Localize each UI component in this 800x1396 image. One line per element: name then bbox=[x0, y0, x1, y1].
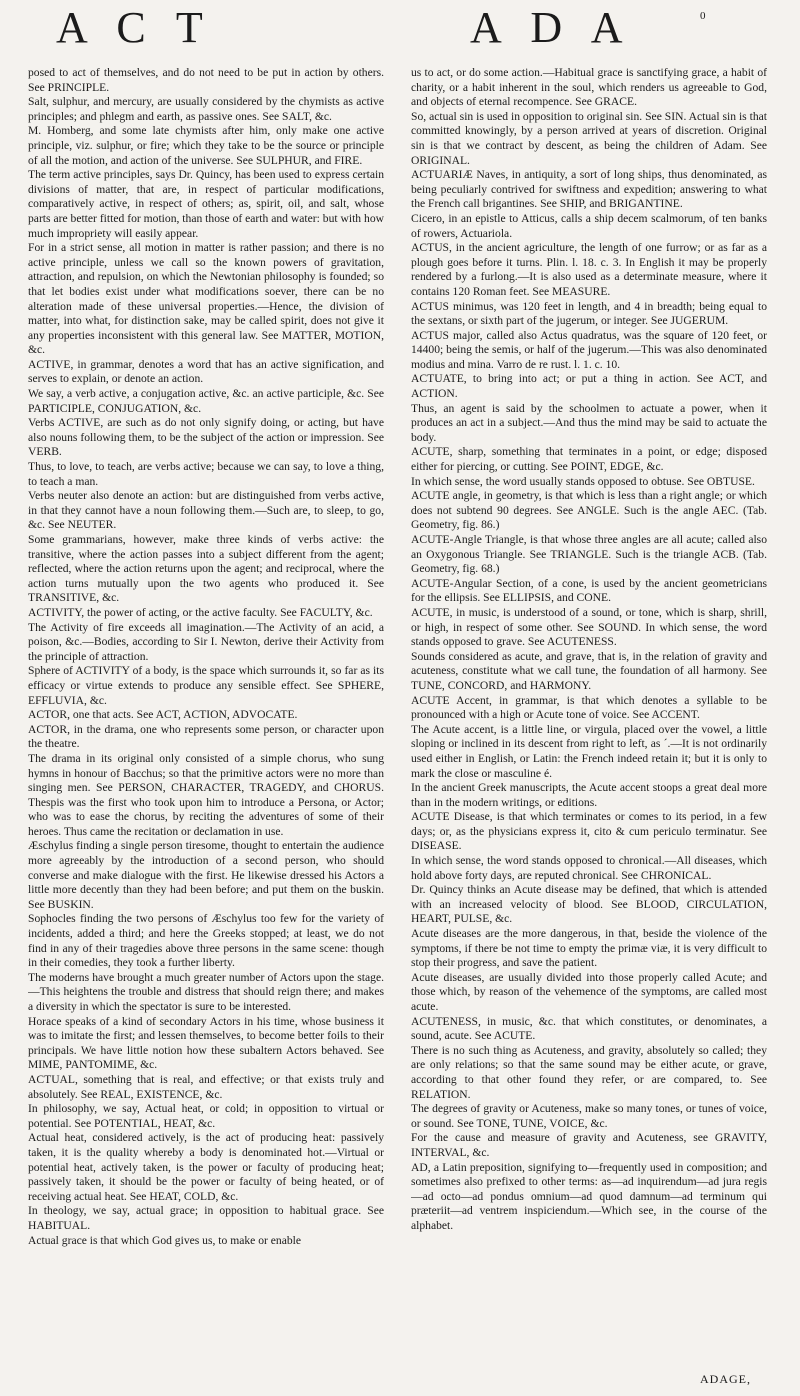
running-head-left: A C T bbox=[56, 3, 213, 52]
running-head-right: A D A bbox=[470, 3, 633, 52]
entry-paragraph: Acute diseases are the more dangerous, in that, beside the violence of the symptoms, if there be not time to empty the primæ viæ, it is very difficult to stop their progress, and save the patient. bbox=[411, 927, 767, 970]
entry-paragraph: ACTUS, in the ancient agriculture, the length of one furrow; or as far as a plough goes before it turns. Plin. l. 18. c. 3. In English it may be properly rendered by a furlong.—It is also used as a determinate measure, where it contains 120 Roman feet. See MEASURE. bbox=[411, 241, 767, 298]
entry-paragraph: The term active principles, says Dr. Quincy, has been used to express certain divisions of matter, that are, in respect of particular modifications, comparatively active, in respect of others; as, spirit, oil, and salt, whose parts are better fitted for motion, than those of earth and water: but with how much impropriety will easily appear. bbox=[28, 168, 384, 240]
entry-paragraph: Cicero, in an epistle to Atticus, calls a ship decem scalmorum, of ten banks of rowers, Actuariola. bbox=[411, 211, 767, 240]
entry-paragraph: Sphere of ACTIVITY of a body, is the space which surrounds it, so far as its efficacy or virtue extends to produce any sensible effect. See SPHERE, EFFLUVIA, &c. bbox=[28, 664, 384, 707]
entry-paragraph: In which sense, the word stands opposed to chronical.—All diseases, which hold above forty days, are reputed chronical. See CHRONICAL. bbox=[411, 854, 767, 882]
entry-paragraph: Verbs neuter also denote an action: but are distinguished from verbs active, in that they cannot have a noun following them.—Such are, to sleep, to go, &c. See NEUTER. bbox=[28, 489, 384, 532]
entry-paragraph: The Activity of fire exceeds all imagination.—The Activity of an acid, a poison, &c.—Bodies, according to Sir I. Newton, derive their Activity from the principle of attraction. bbox=[28, 620, 384, 663]
entry-paragraph: ACUTE Disease, is that which terminates or comes to its period, in a few days; or, as the physicians express it, cito & cum periculo terminatur. See DISEASE. bbox=[411, 810, 767, 853]
entry-paragraph: Actual grace is that which God gives us, to make or enable bbox=[28, 1233, 302, 1247]
left-column bbox=[28, 66, 384, 1386]
entry-paragraph: The degrees of gravity or Acuteness, make so many tones, or tunes of voice, or sound. See TONE, TUNE, VOICE, &c. bbox=[411, 1102, 767, 1130]
entry-paragraph: Dr. Quincy thinks an Acute disease may be defined, that which is attended with an increased velocity of blood. See BLOOD, CIRCULATION, HEART, PULSE, &c. bbox=[411, 883, 767, 926]
entry-paragraph: In philosophy, we say, Actual heat, or cold; in opposition to virtual or potential. See POTENTIAL, HEAT, &c. bbox=[28, 1102, 384, 1130]
entry-paragraph: ACTOR, one that acts. See ACT, ACTION, ADVOCATE. bbox=[28, 708, 298, 722]
entry-paragraph: Actual heat, considered actively, is the act of producing heat: passively taken, it is the quality whereby a body is denominated hot.—Virtual or potential heat, actively taken, is the power or faculty of producing heat; passively taken, it should be the power or faculty of being heated, or of receiving actual heat. See HEAT, COLD, &c. bbox=[28, 1131, 384, 1203]
entry-paragraph: ACUTE-Angular Section, of a cone, is used by the ancient geometricians for the ellipsis. See ELLIPSIS, and CONE. bbox=[411, 576, 767, 605]
entry-paragraph: The moderns have brought a much greater number of Actors upon the stage.—This heightens the trouble and distress that should reign there; and makes a diversity in which the spectator is sure to be interested. bbox=[28, 970, 384, 1013]
entry-paragraph: So, actual sin is used in opposition to original sin. See SIN. Actual sin is that committed knowingly, by a person arrived at years of discretion. Original sin is that we contract by descent, as being the children of Adam. See ORIGINAL. bbox=[411, 109, 767, 167]
right-column bbox=[411, 66, 767, 1386]
entry-paragraph: Acute diseases, are usually divided into those properly called Acute; and those which, by reason of the vehemence of the symptoms, are called most acute. bbox=[411, 970, 767, 1013]
entry-paragraph: For in a strict sense, all motion in matter is rather passion; and there is no active principle, unless we call so the known powers of gravitation, attraction, and repulsion, on which the Newtonian philosophy is founded; so that let bodies exist under what modifications soever, there can be no alteration made of these universal properties.—Hence, the division of matter, into what, for distinction sake, may be called spirit, does not give it any properties inconsistent with this general law. See MATTER, MOTION, &c. bbox=[28, 241, 384, 357]
entry-paragraph: There is no such thing as Acuteness, and gravity, absolutely so called; they are only relations; so that the same sound may be either acute, or grave, according to that other found they refer, or are compared, to. See RELATION. bbox=[411, 1043, 767, 1101]
entry-paragraph: ACTUARIÆ Naves, in antiquity, a sort of long ships, thus denominated, as being peculiarly contrived for swiftness and expedition; answering to what the French call brigantines. See SHIP, and BRIGANTINE. bbox=[411, 168, 767, 211]
entry-paragraph: For the cause and measure of gravity and Acuteness, see GRAVITY, INTERVAL, &c. bbox=[411, 1131, 767, 1159]
entry-paragraph: ACTIVE, in grammar, denotes a word that has an active signification, and serves to explain, or denote an action. bbox=[28, 357, 384, 386]
entry-paragraph: Thus, to love, to teach, are verbs active; because we can say, to love a thing, to teach a man. bbox=[28, 460, 384, 488]
entry-paragraph: In theology, we say, actual grace; in opposition to habitual grace. See HABITUAL. bbox=[28, 1204, 384, 1232]
page-mark: 0 bbox=[700, 10, 706, 22]
entry-paragraph: ACTUAL, something that is real, and effective; or that exists truly and absolutely. See REAL, EXISTENCE, &c. bbox=[28, 1072, 384, 1101]
entry-paragraph: In the ancient Greek manuscripts, the Acute accent stoops a great deal more than in the modern writings, or editions. bbox=[411, 781, 767, 809]
entry-paragraph: Some grammarians, however, make three kinds of verbs active: the transitive, where the action passes into a subject different from the agent; reflected, where the action returns upon the agent; and reciprocal, where the action turns mutually upon the two agents who produced it. See TRANSITIVE, &c. bbox=[28, 533, 384, 605]
entry-paragraph: Æschylus finding a single person tiresome, thought to entertain the audience more agreeably by the introduction of a second person, who should converse and make dialogue with the first. He likewise dressed his Actors a little more decently than they had been before; and put them on the buskin. See BUSKIN. bbox=[28, 839, 384, 911]
entry-paragraph: The drama in its original only consisted of a simple chorus, who sung hymns in honour of Bacchus; so that the primitive actors were no more than singing men. See PERSON, CHARACTER, TRAGEDY, and CHORUS. Thespis was the first who took upon him to introduce a Persona, or Actor; who was to ease the chorus, by reciting the adventures of some of their heroes. Thus came the recitation or declamation in use. bbox=[28, 751, 384, 838]
entry-paragraph: ACTUS minimus, was 120 feet in length, and 4 in breadth; being equal to the sextans, or sixth part of the jugerum, or integer. See JUGERUM. bbox=[411, 299, 767, 328]
entry-paragraph: posed to act of themselves, and do not need to be put in action by others. See PRINCIPLE. bbox=[28, 66, 384, 94]
entry-paragraph: ACUTE Accent, in grammar, is that which denotes a syllable to be pronounced with a high or Acute tone of voice. See ACCENT. bbox=[411, 693, 767, 722]
entry-paragraph: ACUTE, sharp, something that terminates in a point, or edge; disposed either for piercing, or cutting. See POINT, EDGE, &c. bbox=[411, 445, 767, 474]
entry-paragraph: The Acute accent, is a little line, or virgula, placed over the vowel, a little sloping or inclined in its descent from right to left, as ´.—It is not ordinarily used either in English, or Latin: the French indeed retain it; but it is only to mark the close or masculine é. bbox=[411, 722, 767, 780]
entry-paragraph: ACUTE, in music, is understood of a sound, or tone, which is sharp, shrill, or high, in respect of some other. See SOUND. In which sense, the word stands opposed to grave. See ACUTENESS. bbox=[411, 605, 767, 649]
entry-paragraph: Salt, sulphur, and mercury, are usually considered by the chymists as active principles; and phlegm and earth, as passive ones. See SALT, &c. bbox=[28, 95, 384, 123]
entry-paragraph: ACUTE-Angle Triangle, is that whose three angles are all acute; called also an Oxygonous Triangle. See TRIANGLE. Such is the triangle ACB. (Tab. Geometry, fig. 68.) bbox=[411, 533, 767, 576]
entry-paragraph: ACUTE angle, in geometry, is that which is less than a right angle; or which does not subtend 90 degrees. See ANGLE. Such is the angle AEC. (Tab. Geometry, fig. 86.) bbox=[411, 489, 767, 532]
entry-paragraph: ACTOR, in the drama, one who represents some person, or character upon the theatre. bbox=[28, 722, 384, 751]
entry-paragraph: ACTUS major, called also Actus quadratus, was the square of 120 feet, or 14400; being the semis, or half of the jugerum.—This was also denominated modius and mina. Varro de re rust. l. 1. c. 10. bbox=[411, 328, 767, 371]
entry-paragraph: us to act, or do some action.—Habitual grace is sanctifying grace, a habit of charity, or a habit inherent in the soul, which renders us agreeable to God, and objects of eternal recompence. See GRACE. bbox=[411, 66, 767, 109]
entry-paragraph: ACUTENESS, in music, &c. that which constitutes, or denominates, a sound, acute. See ACUTE. bbox=[411, 1014, 767, 1043]
entry-paragraph: Sounds considered as acute, and grave, that is, in the relation of gravity and acuteness, constitute what we call tune, the foundation of all harmony. See TUNE, CONCORD, and HARMONY. bbox=[411, 649, 767, 692]
entry-paragraph: M. Homberg, and some late chymists after him, only make one active principle, viz. sulphur, or fire; which they take to be the source or principle of all the motion, and action of the universe. See SULPHUR, and FIRE. bbox=[28, 124, 384, 167]
entry-paragraph: AD, a Latin preposition, signifying to—frequently used in composition; and sometimes also prefixed to other terms: as—ad inquirendum—ad jura regis—ad octo—ad pondus omnium—ad quod damnum—ad terminum qui præteriit—ad ventrem inspiciendum.—Which see, in the course of the alphabet. bbox=[411, 1160, 767, 1232]
entry-paragraph: ACTUATE, to bring into act; or put a thing in action. See ACT, and ACTION. bbox=[411, 372, 767, 401]
entry-paragraph: Thus, an agent is said by the schoolmen to actuate a power, when it produces an act in a subject.—And thus the mind may be said to actuate the body. bbox=[411, 401, 767, 444]
entry-paragraph: Sophocles finding the two persons of Æschylus too few for the variety of incidents, added a third; and here the Greeks stopped; at least, we do not find in any of their tragedies above three persons in the same scene: though in their comedies, they took a further liberty. bbox=[28, 912, 384, 970]
entry-paragraph: In which sense, the word usually stands opposed to obtuse. See OBTUSE. bbox=[411, 474, 755, 488]
entry-paragraph: We say, a verb active, a conjugation active, &c. an active participle, &c. See PARTICIPLE, CONJUGATION, &c. bbox=[28, 387, 384, 415]
catchword: ADAGE, bbox=[700, 1372, 751, 1386]
entry-paragraph: ACTIVITY, the power of acting, or the active faculty. See FACULTY, &c. bbox=[28, 605, 373, 619]
entry-paragraph: Horace speaks of a kind of secondary Actors in his time, whose business it was to imitate the first; and lessen themselves, to become better foils to their principals. We have little notion how these subaltern Actors behaved. See MIME, PANTOMIME, &c. bbox=[28, 1014, 384, 1072]
entry-paragraph: Verbs ACTIVE, are such as do not only signify doing, or acting, but have also nouns following them, to be the subject of the action or impression. See VERB. bbox=[28, 416, 384, 459]
